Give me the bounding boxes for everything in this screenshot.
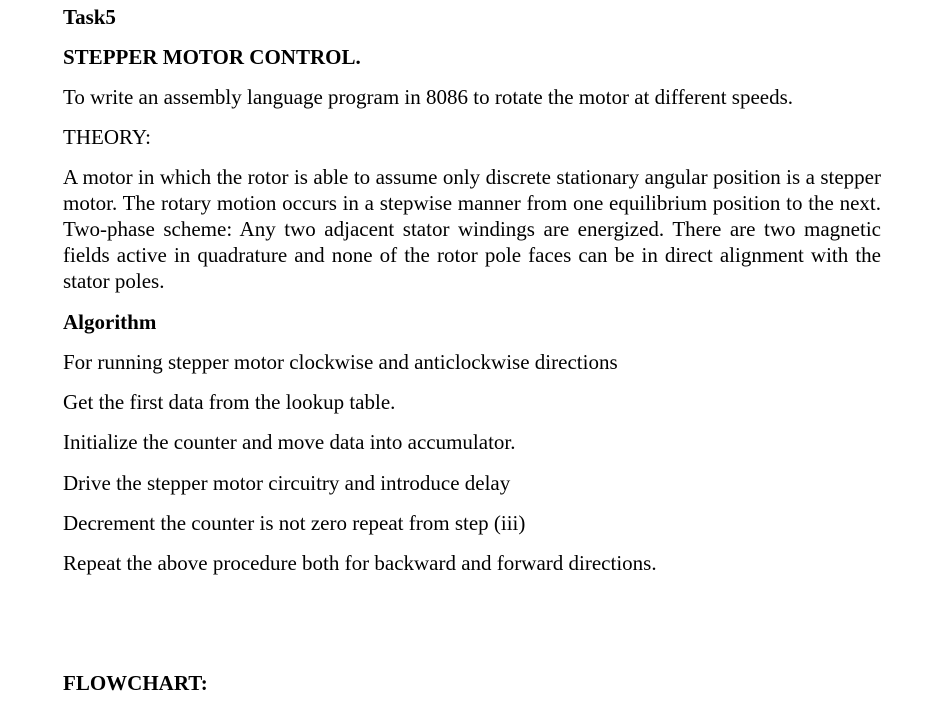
algorithm-step: Initialize the counter and move data into accumulator. <box>63 430 516 454</box>
algorithm-step: Get the first data from the lookup table. <box>63 390 396 414</box>
algorithm-heading: Algorithm <box>63 310 157 334</box>
theory-paragraph: A motor in which the rotor is able to assume only discrete stationary angular position is a stepper motor. The rotary motion occurs in a stepwise manner from one equilibrium position to the next. Two-phase scheme: Any two adjacent stator windings are energized. There are two magnetic fields active in quadrature and none of the rotor pole faces can be in direct alignment with the stator poles. <box>63 165 881 293</box>
algorithm-step: Drive the stepper motor circuitry and introduce delay <box>63 471 511 495</box>
aim-text: To write an assembly language program in 8086 to rotate the motor at different speeds. <box>63 85 794 109</box>
task-label: Task5 <box>63 5 116 29</box>
algorithm-step: For running stepper motor clockwise and anticlockwise directions <box>63 350 618 374</box>
algorithm-step: Repeat the above procedure both for backward and forward directions. <box>63 551 657 575</box>
flowchart-heading: FLOWCHART: <box>63 671 208 695</box>
theory-heading: THEORY: <box>63 125 151 149</box>
document-title: STEPPER MOTOR CONTROL. <box>63 45 361 69</box>
algorithm-step: Decrement the counter is not zero repeat from step (iii) <box>63 511 526 535</box>
